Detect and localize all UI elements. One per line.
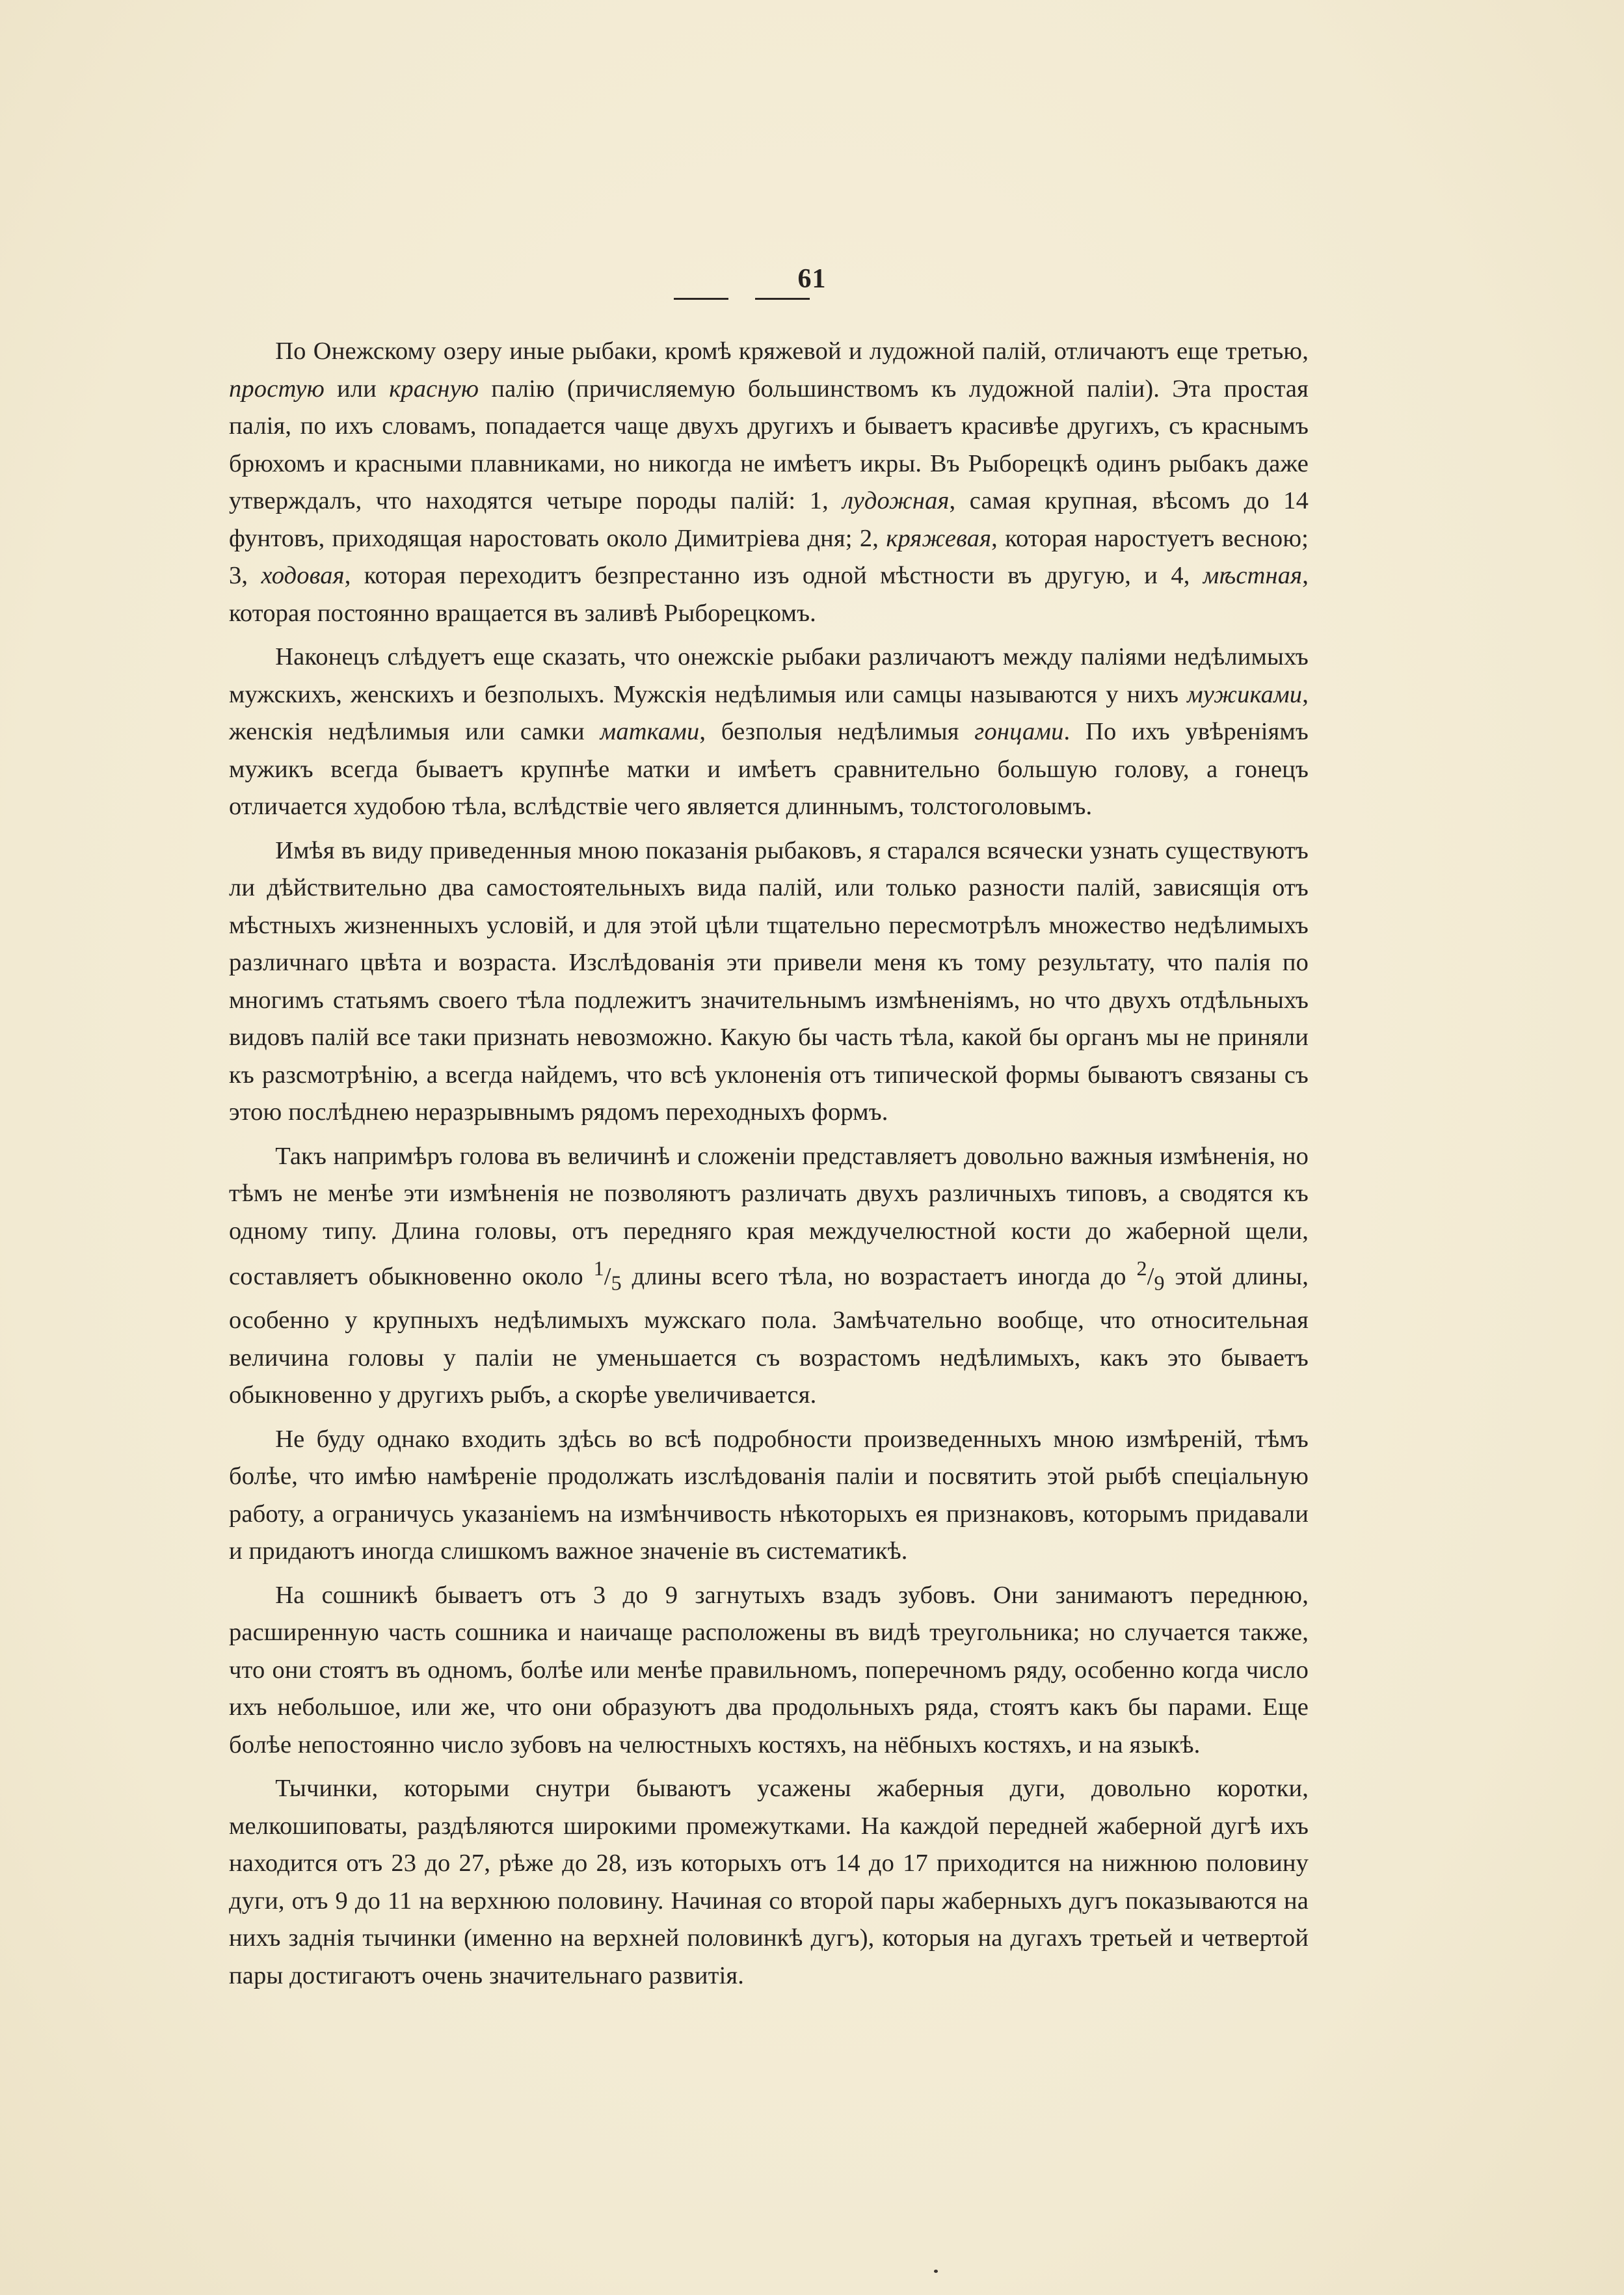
italic-term-khodovaya: ходовая <box>261 562 345 589</box>
italic-term-kryazhevaya: кряжевая <box>886 524 992 552</box>
text-run: , которая постоянно вращается въ заливѣ Рыборецкомъ. <box>229 562 1309 627</box>
text-run: , женскія недѣлимыя или самки <box>229 680 1309 745</box>
text-run: , безполыя недѣлимыя <box>699 718 975 745</box>
text-run: По Онежскому озеру иные рыбаки, кромѣ кряжевой и лудожной палій, отличаютъ еще третью, <box>275 338 1309 365</box>
text-run: , которая наростуетъ весною; 3, <box>229 524 1309 589</box>
fraction-denominator: 5 <box>611 1271 622 1295</box>
paragraph-2 <box>229 639 1309 826</box>
text-run: , которая переходитъ безпрестанно изъ одной мѣстности въ другую, и 4, <box>344 562 1203 589</box>
italic-term-prostuyu: простую <box>229 375 325 403</box>
text-run: Наконецъ слѣдуетъ еще сказать, что онежскіе рыбаки различаютъ между паліями недѣлимыхъ мужскихъ, женскихъ и безполыхъ. Мужскія недѣлимыя или самцы называются у нихъ <box>229 643 1309 708</box>
paragraph-1 <box>229 333 1309 632</box>
italic-term-matkami: матками <box>600 718 700 745</box>
text-run: . По ихъ увѣреніямъ мужикъ всегда бываетъ крупнѣе матки и имѣетъ сравнительно большую голову, а гонецъ отличается худобою тѣла, вслѣдствіе чего является длиннымъ, толстоголовымъ. <box>229 718 1309 820</box>
paragraph-6: На сошникѣ бываетъ отъ 3 до 9 загнутыхъ взадъ зубовъ. Они занимаютъ переднюю, расширенную часть сошника и наичаще расположены въ видѣ треугольника; но случается также, что они стоятъ въ одномъ, болѣе или менѣе правильномъ, поперечномъ ряду, особенно когда число ихъ небольшое, или же, что они образуютъ два продольныхъ ряда, стоятъ какъ бы парами. Еще болѣе непостоянно число зубовъ на челюстныхъ костяхъ, на нёбныхъ костяхъ, и на языкѣ. <box>229 1581 1309 1758</box>
italic-term-ludozhnaya: лудожная <box>842 487 950 514</box>
italic-term-mestnaya: мѣстная <box>1203 562 1303 589</box>
text-run: Такъ напримѣръ голова въ величинѣ и сложеніи представляетъ довольно важныя измѣненія, но тѣмъ не менѣе эти измѣненія не позволяютъ различать двухъ различныхъ типовъ, а сводятся къ одному типу. Длина головы, отъ передняго края междучелюстной кости до жаберной щели, составляетъ обыкновенно около <box>229 1142 1309 1290</box>
text-run: , самая крупная, вѣсомъ до 14 фунтовъ, приходящая наростовать около Димитріева дня; 2, <box>229 487 1309 552</box>
text-run: или <box>324 375 390 403</box>
paragraph-4: Такъ напримѣръ голова въ величинѣ и сложеніи представляетъ довольно важныя измѣненія, но тѣмъ не менѣе эти измѣненія не позволяютъ различать двухъ различныхъ типовъ, а сводятся къ одному типу. Длина головы, отъ передняго края междучелюстной кости до жаберной щели, составляетъ обыкновенно около $^1/_5$ длины всего тѣла, но возрастаетъ иногда до $^2/_9$ этой длины, особенно у крупныхъ недѣлимыхъ мужскаго пола. Замѣчательно вообще, что относительная величина головы у паліи не уменьшается съ возрастомъ недѣлимыхъ, какъ это бываетъ обыкновенно у другихъ рыбъ, а скорѣе увеличивается. <box>229 1142 1309 1409</box>
italic-term-gontsami: гонцами <box>974 718 1064 745</box>
paper-speck <box>934 2270 938 2273</box>
fraction-numerator: 1 <box>593 1256 604 1280</box>
text-run: длины всего тѣла, но возрастаетъ иногда до <box>621 1262 1137 1290</box>
paragraph-3: Имѣя въ виду приведенныя мною показанія рыбаковъ, я старался всячески узнать существуютъ ли дѣйствительно два самостоятельныхъ вида палій, или только разности палій, зависящія отъ мѣстныхъ жизненныхъ условій, и для этой цѣли тщательно пересмотрѣлъ множество недѣлимыхъ различнаго цвѣта и возраста. Изслѣдованія эти привели меня къ тому результату, что палія по многимъ статьямъ своего тѣла подлежитъ значительнымъ измѣненіямъ, но что двухъ отдѣльныхъ видовъ палій все таки признать невозможно. Какую бы часть тѣла, какой бы органъ мы не приняли къ разсмотрѣнію, а всегда найдемъ, что всѣ уклоненія отъ типической формы бываютъ связаны съ этою послѣднею неразрывнымъ рядомъ переходныхъ формъ. <box>229 836 1309 1126</box>
page-number-rule-right <box>755 298 810 300</box>
body-text <box>229 333 1309 2001</box>
text-run: этой длины, особенно у крупныхъ недѣлимыхъ мужскаго пола. Замѣчательно вообще, что относительная величина головы у паліи не уменьшается съ возрастомъ недѣлимыхъ, какъ это бываетъ обыкновенно у другихъ рыбъ, а скорѣе увеличивается. <box>229 1262 1309 1409</box>
fraction-numerator: 2 <box>1136 1256 1147 1280</box>
paragraph-5: Не буду однако входить здѣсь во всѣ подробности произведенныхъ мною измѣреній, тѣмъ болѣе, что имѣю намѣреніе продолжать изслѣдованія паліи и посвятить этой рыбѣ спеціальную работу, а ограничусь указаніемъ на измѣнчивость нѣкоторыхъ ея признаковъ, которымъ придавали и придаютъ иногда слишкомъ важное значеніе въ систематикѣ. <box>229 1425 1309 1565</box>
paragraph-7: Тычинки, которыми снутри бываютъ усажены жаберныя дуги, довольно коротки, мелкошиповаты, раздѣляются широкими промежутками. На каждой передней жаберной дугѣ ихъ находится отъ 23 до 27, рѣже до 28, изъ которыхъ отъ 14 до 17 приходится на нижнюю половину дуги, отъ 9 до 11 на верхнюю половину. Начиная со второй пары жаберныхъ дугъ показываются на нихъ заднія тычинки (именно на верхней половинкѣ дугъ), которыя на дугахъ третьей и четвертой пары достигаютъ очень значительнаго развитія. <box>229 1775 1309 1989</box>
fraction-denominator: 9 <box>1154 1271 1165 1295</box>
text-run: палію (причисляемую большинствомъ къ лудожной паліи). Эта простая палія, по ихъ словамъ, попадается чаще двухъ другихъ и бываетъ красивѣе другихъ, съ краснымъ брюхомъ и красными плавниками, но никогда не имѣетъ икры. Въ Рыборецкѣ одинъ рыбакъ даже утверждалъ, что находятся четыре породы палій: 1, <box>229 375 1309 514</box>
italic-term-muzhikami: мужиками <box>1187 680 1303 708</box>
page-number-rule-left <box>674 298 728 300</box>
page-number: 61 <box>797 264 827 294</box>
italic-term-krasnuyu: красную <box>389 375 479 403</box>
